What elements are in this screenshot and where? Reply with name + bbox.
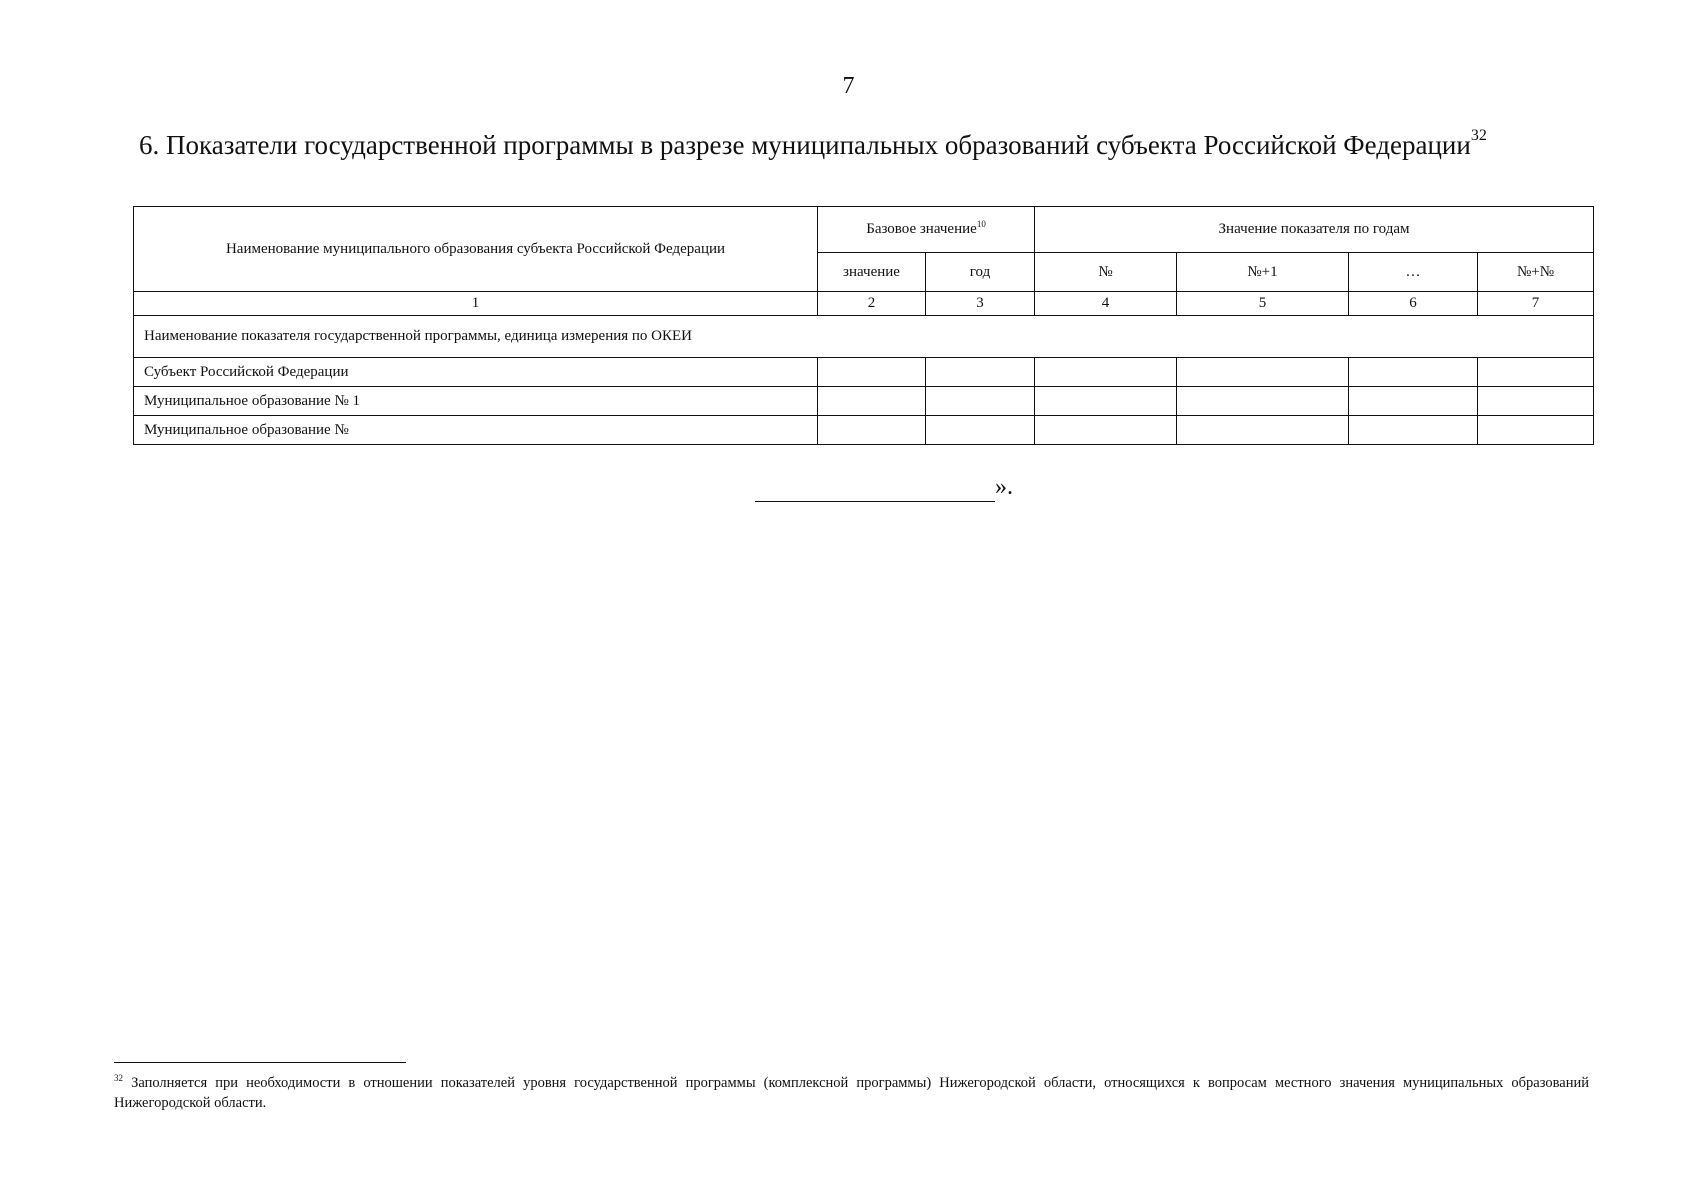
row-name: Муниципальное образование № <box>134 416 818 445</box>
empty-cell <box>1177 416 1349 445</box>
blank-underline <box>755 475 995 502</box>
subheader-year-n-plus-n: №+№ <box>1478 253 1594 292</box>
subheader-year: год <box>926 253 1035 292</box>
column-number: 3 <box>926 292 1035 316</box>
empty-cell <box>1349 416 1478 445</box>
table-row <box>134 358 1594 387</box>
header-municipality-name: Наименование муниципального образования субъекта Российской Федерации <box>134 207 818 292</box>
empty-cell <box>818 416 926 445</box>
empty-cell <box>926 387 1035 416</box>
subheader-value: значение <box>818 253 926 292</box>
empty-cell <box>1035 387 1177 416</box>
base-value-footnote-ref: 10 <box>976 219 986 229</box>
empty-cell <box>1177 358 1349 387</box>
table-row <box>134 387 1594 416</box>
empty-cell <box>1177 387 1349 416</box>
column-number: 2 <box>818 292 926 316</box>
empty-cell <box>1478 358 1594 387</box>
header-base-value <box>818 207 1035 253</box>
empty-cell <box>818 387 926 416</box>
empty-cell <box>1478 387 1594 416</box>
empty-cell <box>818 358 926 387</box>
empty-cell <box>1478 416 1594 445</box>
column-number: 4 <box>1035 292 1177 316</box>
indicator-name-cell: Наименование показателя государственной программы, единица измерения по ОКЕИ <box>134 316 1594 358</box>
page-number: 7 <box>842 73 855 99</box>
indicators-table <box>133 206 1594 445</box>
footnote <box>114 1073 1589 1113</box>
footnote-ref: 32 <box>1470 127 1487 144</box>
footnote-divider <box>114 1062 406 1063</box>
table-row <box>134 416 1594 445</box>
empty-cell <box>1349 387 1478 416</box>
subheader-year-n-plus-1: №+1 <box>1177 253 1349 292</box>
empty-cell <box>926 416 1035 445</box>
column-number: 1 <box>134 292 818 316</box>
subheader-ellipsis: … <box>1349 253 1478 292</box>
indicator-name-row <box>134 316 1594 358</box>
column-number: 6 <box>1349 292 1478 316</box>
empty-cell <box>1035 358 1177 387</box>
empty-cell <box>1349 358 1478 387</box>
column-number-row <box>134 292 1594 316</box>
subheader-year-n: № <box>1035 253 1177 292</box>
section-title <box>139 128 1487 162</box>
footnote-number: 32 <box>114 1073 123 1083</box>
row-name: Муниципальное образование № 1 <box>134 387 818 416</box>
empty-cell <box>1035 416 1177 445</box>
section-title-text: 6. Показатели государственной программы в разрезе муниципальных образований субъекта Российской Федерации <box>139 130 1471 160</box>
header-values-by-year: Значение показателя по годам <box>1035 207 1594 253</box>
footnote-text: Заполняется при необходимости в отношении показателей уровня государственной программы (комплексной программы) Нижегородской области, относящихся к вопросам местного значения муниципальных образований Нижегородской области. <box>114 1075 1590 1111</box>
closing-signature-line <box>755 472 1013 502</box>
column-number: 5 <box>1177 292 1349 316</box>
closing-quote: ». <box>995 474 1013 500</box>
row-name: Субъект Российской Федерации <box>134 358 818 387</box>
empty-cell <box>926 358 1035 387</box>
column-number: 7 <box>1478 292 1594 316</box>
header-base-value-text: Базовое значение <box>866 221 977 237</box>
